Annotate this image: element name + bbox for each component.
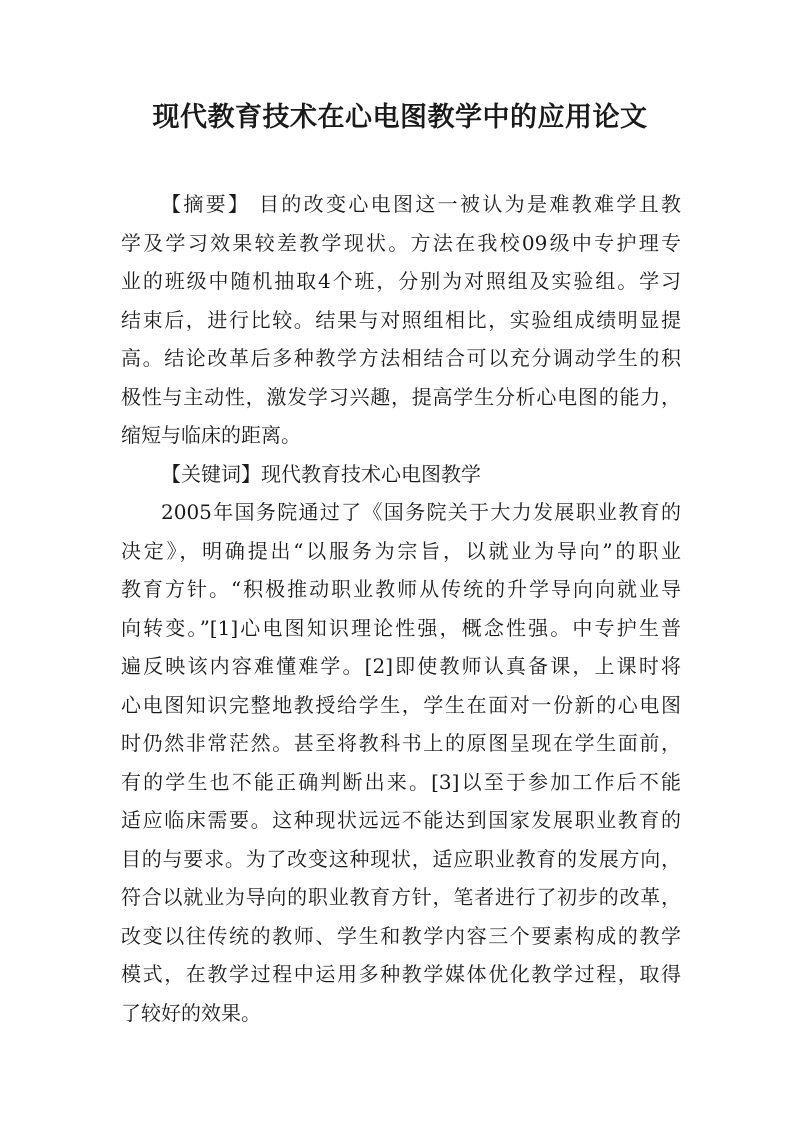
text-line: 缩短与临床的距离。 [121, 423, 301, 447]
text-line: 遍反映该内容难懂难学。[2]即使教师认真备课，上课时将 [121, 654, 681, 678]
text-line: 有的学生也不能正确判断出来。[3]以至于参加工作后不能 [121, 769, 681, 794]
abstract-paragraph [121, 185, 681, 455]
text-line: 极性与主动性，激发学习兴趣，提高学生分析心电图的能力， [121, 384, 681, 409]
text-line: 模式，在教学过程中运用多种教学媒体优化教学过程，取得 [121, 962, 681, 986]
keywords-paragraph [121, 455, 681, 494]
text-line: 心电图知识完整地教授给学生，学生在面对一份新的心电图 [121, 692, 681, 717]
text-line: 决定》，明确提出“以服务为宗旨，以就业为导向”的职业 [121, 538, 681, 563]
text-line: 【摘要】 目的改变心电图这一被认为是难教难学且教 [161, 192, 681, 216]
text-line: 【关键词】现代教育技术心电图教学 [161, 461, 481, 486]
text-line: 符合以就业为导向的职业教育方针，笔者进行了初步的改革， [121, 885, 681, 909]
text-line: 结束后，进行比较。结果与对照组相比，实验组成绩明显提 [121, 307, 681, 332]
text-line: 时仍然非常茫然。甚至将教科书上的原图呈现在学生面前， [121, 731, 681, 755]
text-line: 教育方针。“积极推动职业教师从传统的升学导向向就业导 [121, 577, 681, 601]
text-line: 目的与要求。为了改变这种现状，适应职业教育的发展方向， [121, 846, 681, 871]
text-line: 向转变。”[1]心电图知识理论性强，概念性强。中专护生普 [121, 615, 681, 640]
text-line: 学及学习效果较差教学现状。方法在我校09级中专护理专 [121, 230, 681, 255]
body-paragraph [121, 493, 681, 1032]
text-line: 2005年国务院通过了《国务院关于大力发展职业教育的 [161, 500, 681, 524]
text-line: 了较好的效果。 [121, 1000, 261, 1025]
document-title: 现代教育技术在心电图教学中的应用论文 [152, 102, 648, 133]
text-line: 业的班级中随机抽取4个班，分别为对照组及实验组。学习 [121, 269, 681, 293]
document-body [121, 185, 681, 1032]
text-line: 适应临床需要。这种现状远远不能达到国家发展职业教育的 [121, 808, 681, 832]
text-line: 高。结论改革后多种教学方法相结合可以充分调动学生的积 [121, 346, 681, 370]
text-line: 改变以往传统的教师、学生和教学内容三个要素构成的教学 [121, 923, 681, 948]
